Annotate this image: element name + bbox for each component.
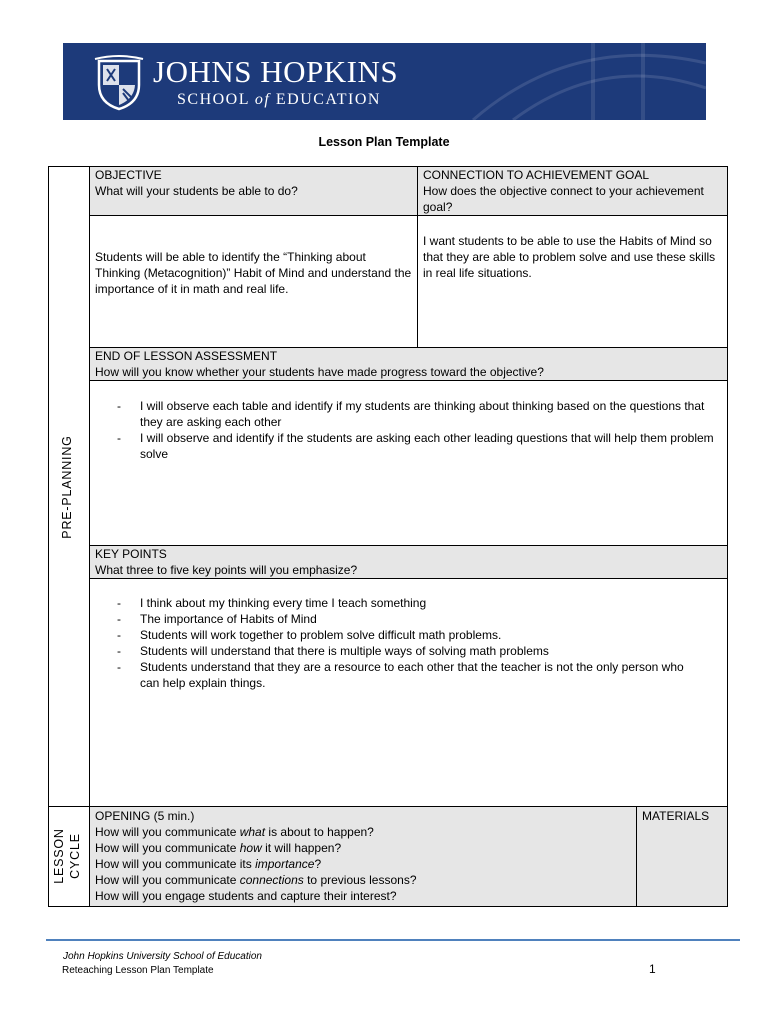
- keypoints-header: [90, 545, 727, 579]
- header-banner: [63, 43, 706, 120]
- footer-rule: [46, 939, 740, 941]
- list-item: - The importance of Habits of Mind: [96, 611, 706, 627]
- opening-question: How will you engage students and capture their interest?: [95, 889, 397, 903]
- architecture-watermark-icon: [453, 43, 706, 120]
- school-name: SCHOOL of EDUCATION: [177, 91, 381, 108]
- assessment-list: [96, 398, 721, 462]
- lesson-label: LESSON: [52, 828, 66, 884]
- list-item: - I will observe and identify if the students are asking each other leading questions that will help them problem solve: [96, 430, 721, 462]
- objective-heading: OBJECTIVE: [95, 168, 162, 182]
- connection-question: How does the objective connect to your achievement goal?: [423, 184, 704, 214]
- objective-question: What will your students be able to do?: [95, 184, 298, 198]
- footer-document-name: Reteaching Lesson Plan Template: [62, 965, 214, 976]
- connection-heading: CONNECTION TO ACHIEVEMENT GOAL: [423, 168, 650, 182]
- list-item: - Students will work together to problem solve difficult math problems.: [96, 627, 706, 643]
- assessment-question: How will you know whether your students have made progress toward the objective?: [95, 365, 544, 379]
- list-item: - Students understand that they are a resource to each other that the teacher is not the only person who can help explain things.: [96, 659, 706, 691]
- materials-heading: MATERIALS: [642, 809, 710, 823]
- opening-question: How will you communicate what is about to happen?: [95, 825, 374, 839]
- university-name: JOHNS HOPKINS: [153, 54, 399, 89]
- keypoints-heading: KEY POINTS: [95, 547, 167, 561]
- footer-institution: John Hopkins University School of Education: [63, 951, 262, 962]
- list-item: - I think about my thinking every time I teach something: [96, 595, 706, 611]
- assessment-header: [90, 347, 727, 381]
- list-item: - I will observe each table and identify if my students are thinking about thinking based on the questions that they are asking each other: [96, 398, 721, 430]
- objective-answer: Students will be able to identify the “Thinking about Thinking (Metacognition)” Habit of Mind and understand the importance of it in math and real life.: [95, 250, 412, 296]
- opening-heading: OPENING (5 min.): [95, 809, 195, 823]
- connection-answer: I want students to be able to use the Habits of Mind so that they are able to problem solve and use these skills in real life situations.: [423, 234, 716, 280]
- keypoints-list: [96, 595, 706, 691]
- opening-content: [90, 807, 636, 905]
- list-item: - Students will understand that there is multiple ways of solving math problems: [96, 643, 706, 659]
- document-title: Lesson Plan Template: [318, 135, 450, 149]
- objective-header: [90, 166, 417, 200]
- university-seal-icon: [93, 55, 145, 111]
- assessment-heading: END OF LESSON ASSESSMENT: [95, 349, 278, 363]
- preplanning-label: PRE-PLANNING: [60, 435, 74, 539]
- lesson-cycle-label: [51, 806, 87, 906]
- keypoints-question: What three to five key points will you emphasize?: [95, 563, 358, 577]
- connection-header: [418, 166, 727, 216]
- cycle-label: CYCLE: [68, 833, 82, 879]
- opening-question: How will you communicate its importance?: [95, 857, 322, 871]
- page-number: 1: [649, 962, 656, 976]
- opening-question: How will you communicate how it will happen?: [95, 841, 342, 855]
- opening-question: How will you communicate connections to previous lessons?: [95, 873, 417, 887]
- institution-logo-text: [153, 55, 398, 109]
